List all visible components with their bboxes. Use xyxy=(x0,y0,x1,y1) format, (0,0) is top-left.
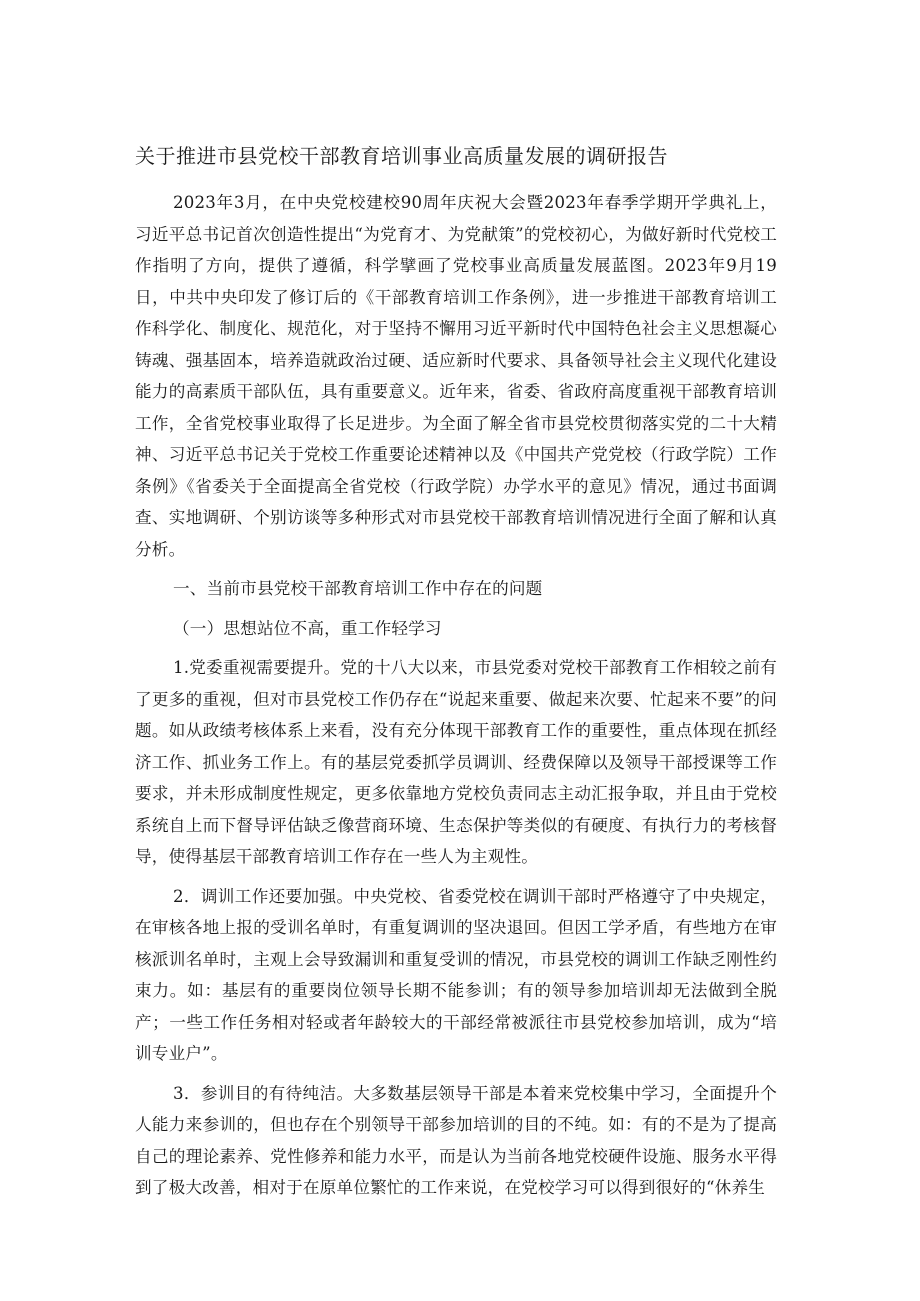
intro-paragraph: 2023年3月，在中央党校建校90周年庆祝大会暨2023年春季学期开学典礼上，习近平总书记首次创造性提出“为党育才、为党献策”的党校初心，为做好新时代党校工作指明了方向，提供了遵循，科学擘画了党校事业高质量发展蓝图。2023年9月19日，中共中央印发了修订后的《干部教育培训工作条例》，进一步推进干部教育培训工作科学化、制度化、规范化，对于坚持不懈用习近平新时代中国特色社会主义思想凝心铸魂、强基固本，培养造就政治过硬、适应新时代要求、具备领导社会主义现代化建设能力的高素质干部队伍，具有重要意义。近年来，省委、省政府高度重视干部教育培训工作，全省党校事业取得了长足进步。为全面了解全省市县党校贯彻落实党的二十大精神、习近平总书记关于党校工作重要论述精神以及《中国共产党党校（行政学院）工作条例》《省委关于全面提高全省党校（行政学院）办学水平的意见》情况，通过书面调查、实地调研、个别访谈等多种形式对市县党校干部教育培训情况进行全面了解和认真分析。 xyxy=(135,193,777,559)
section-heading: 一、当前市县党校干部教育培训工作中存在的问题 xyxy=(173,579,543,598)
item-paragraph-3: 3．参训目的有待纯洁。大多数基层领导干部是本着来党校集中学习，全面提升个人能力来参训的，但也存在个别领导干部参加培训的目的不纯。如：有的不是为了提高自己的理论素养、党性修养和能力水平，而是认为当前各地党校硬件设施、服务水平得到了极大改善，相对于在原单位繁忙的工作来说，在党校学习可以得到很好的“休养生 xyxy=(135,1083,777,1197)
item-paragraph-2: 2．调训工作还要加强。中央党校、省委党校在调训干部时严格遵守了中央规定，在审核各地上报的受训名单时，有重复调训的坚决退回。但因工学矛盾，有些地方在审核派训名单时，主观上会导致漏训和重复受训的情况，市县党校的调训工作缺乏刚性约束力。如：基层有的重要岗位领导长期不能参训；有的领导参加培训却无法做到全脱产；一些工作任务相对轻或者年龄较大的干部经常被派往市县党校参加培训，成为“培训专业户”。 xyxy=(135,886,777,1063)
subsection-heading: （一）思想站位不高，重工作轻学习 xyxy=(173,618,442,638)
item-paragraph-1: 1.党委重视需要提升。党的十八大以来，市县党委对党校干部教育工作相较之前有了更多的重视，但对市县党校工作仍存在“说起来重要、做起来次要、忙起来不要”的问题。如从政绩考核体系上来看，没有充分体现干部教育工作的重要性，重点体现在抓经济工作、抓业务工作上。有的基层党委抓学员调训、经费保障以及领导干部授课等工作要求，并未形成制度性规定，更多依靠地方党校负责同志主动汇报争取，并且由于党校系统自上而下督导评估缺乏像营商环境、生态保护等类似的有硬度、有执行力的考核督导，使得基层干部教育培训工作存在一些人为主观性。 xyxy=(135,658,778,866)
document-title: 关于推进市县党校干部教育培训事业高质量发展的调研报告 xyxy=(135,144,668,168)
document-body xyxy=(135,187,777,1212)
